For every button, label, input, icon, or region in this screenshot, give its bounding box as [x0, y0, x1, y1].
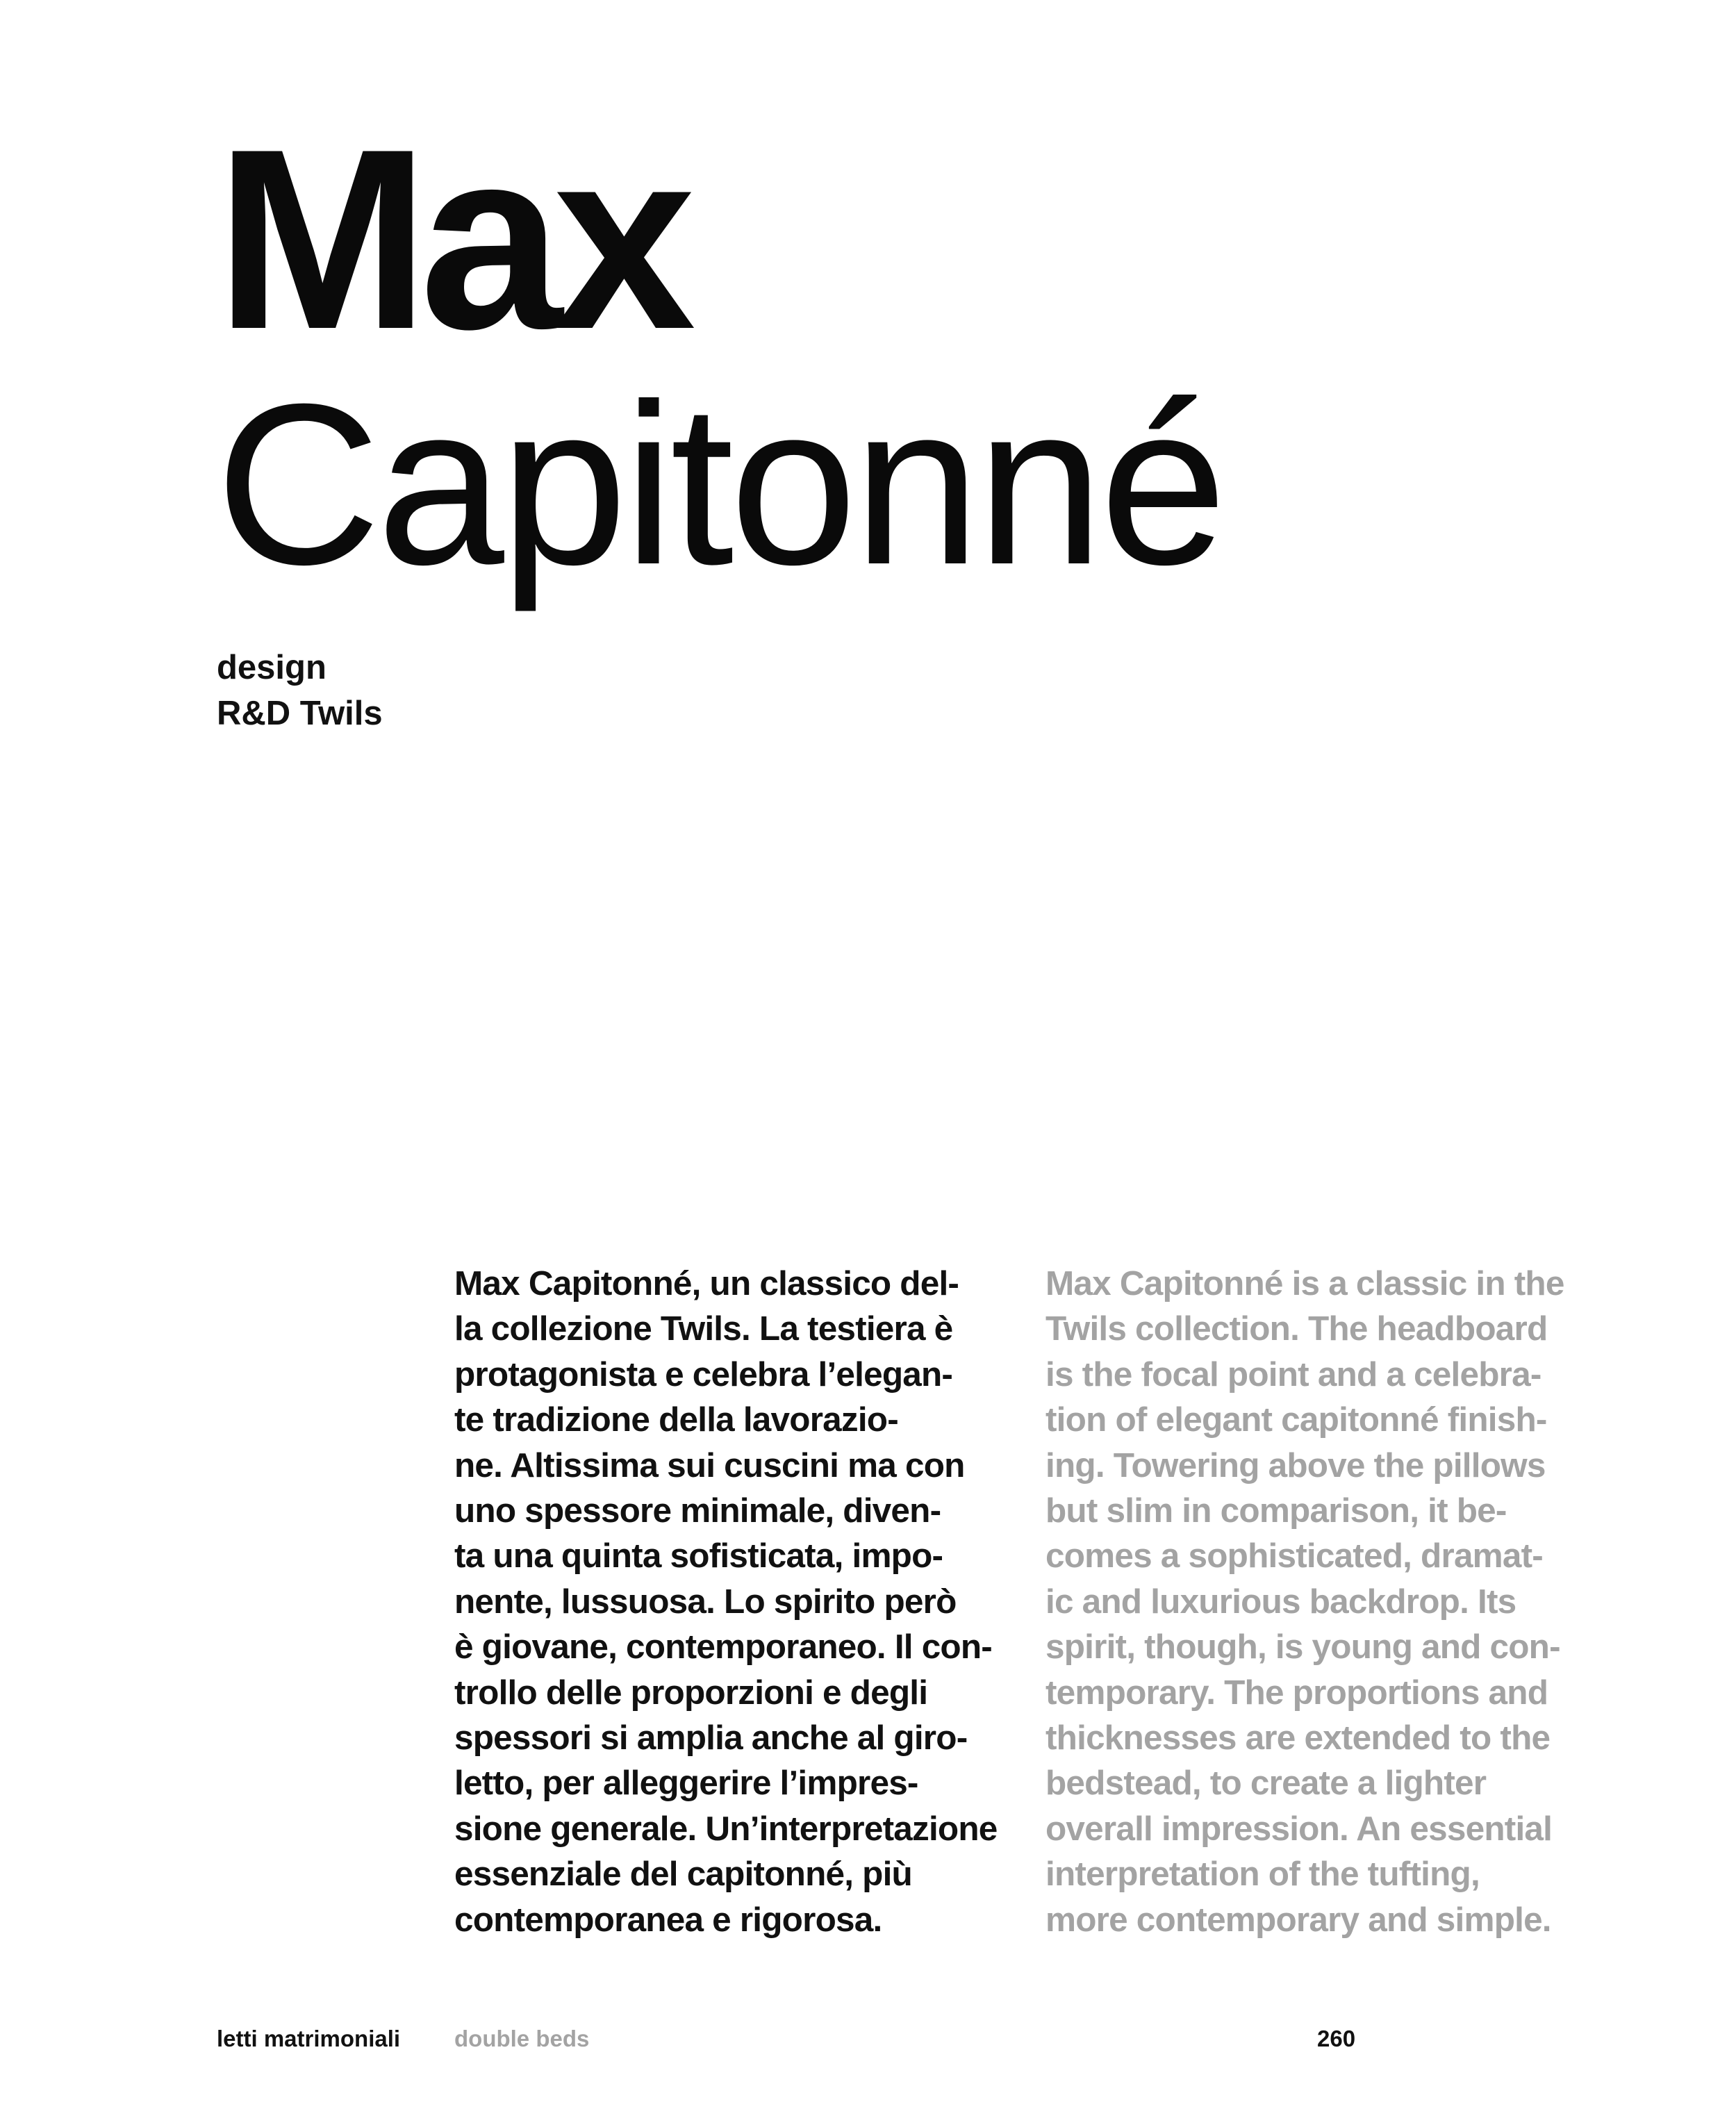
- text-line: temporary. The proportions and: [1045, 1673, 1548, 1712]
- description-english: [1045, 1261, 1601, 1942]
- page-number: 260: [1317, 2026, 1356, 2051]
- text-line: essenziale del capitonné, più: [454, 1855, 912, 1894]
- text-line: ic and luxurious backdrop. Its: [1045, 1582, 1516, 1621]
- text-line: sione generale. Un’interpretazione: [454, 1809, 998, 1848]
- product-title-line-1: Max: [215, 96, 686, 383]
- text-line: ne. Altissima sui cuscini ma con: [454, 1446, 965, 1485]
- text-line: spessori si amplia anche al giro-: [454, 1719, 968, 1758]
- product-title-line-2: Capitonné: [215, 356, 1223, 612]
- product-title: [215, 96, 1223, 612]
- description-italian: [454, 1261, 1010, 1942]
- text-line: interpretation of the tufting,: [1045, 1855, 1480, 1894]
- text-line: overall impression. An essential: [1045, 1809, 1553, 1848]
- text-line: but slim in comparison, it be-: [1045, 1491, 1507, 1530]
- text-line: Max Capitonné is a classic in the: [1045, 1264, 1564, 1303]
- text-line: spirit, though, is young and con-: [1045, 1628, 1560, 1667]
- text-line: bedstead, to create a lighter: [1045, 1764, 1487, 1803]
- text-line: è giovane, contemporaneo. Il con-: [454, 1628, 992, 1667]
- text-line: protagonista e celebra l’elegan-: [454, 1355, 953, 1394]
- text-line: tion of elegant capitonné finish-: [1045, 1400, 1547, 1439]
- text-line: thicknesses are extended to the: [1045, 1719, 1551, 1758]
- text-line: trollo delle proporzioni e degli: [454, 1673, 928, 1712]
- design-label: design: [217, 649, 326, 686]
- text-line: te tradizione della lavorazio-: [454, 1400, 898, 1439]
- text-line: more contemporary and simple.: [1045, 1900, 1551, 1939]
- design-credits: [217, 645, 383, 736]
- footer-section-english: double beds: [454, 2026, 590, 2051]
- designer-name: R&D Twils: [217, 695, 383, 732]
- text-line: is the focal point and a celebra-: [1045, 1355, 1541, 1394]
- footer-section-italian: letti matrimoniali: [217, 2026, 401, 2051]
- text-line: comes a sophisticated, dramat-: [1045, 1537, 1543, 1576]
- text-line: nente, lussuosa. Lo spirito però: [454, 1582, 957, 1621]
- text-line: la collezione Twils. La testiera è: [454, 1309, 953, 1348]
- text-line: ta una quinta sofisticata, impo-: [454, 1537, 943, 1576]
- text-line: Max Capitonné, un classico del-: [454, 1264, 959, 1303]
- text-line: letto, per alleggerire l’impres-: [454, 1764, 918, 1803]
- text-line: Twils collection. The headboard: [1045, 1309, 1548, 1348]
- text-line: uno spessore minimale, diven-: [454, 1491, 941, 1530]
- text-line: ing. Towering above the pillows: [1045, 1446, 1546, 1485]
- text-line: contemporanea e rigorosa.: [454, 1900, 882, 1939]
